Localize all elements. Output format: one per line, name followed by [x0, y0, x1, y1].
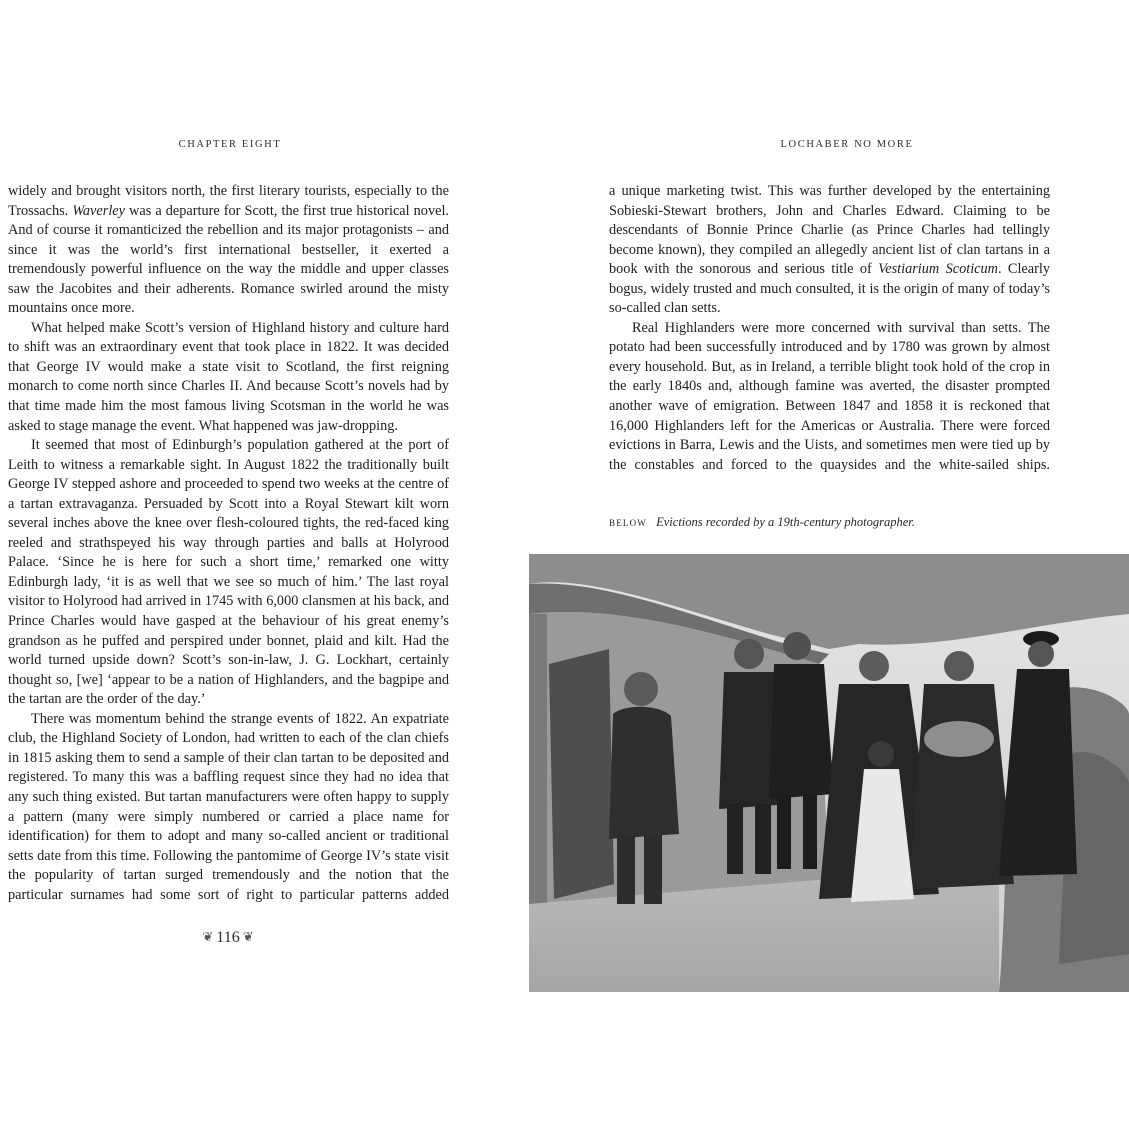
- right-page: [565, 0, 1129, 1129]
- page-number: [0, 929, 456, 947]
- caption-text: Evictions recorded by a 19th-century photographer.: [656, 515, 915, 529]
- right-body-text: [609, 182, 1050, 475]
- left-paragraph-3: It seemed that most of Edinburgh’s population gathered at the port of Leith to witness a remarkable sight. In August 1822 the traditionally built George IV stepped ashore and proceeded to spend two weeks at the centre of a tartan extravaganza. Persuaded by Scott into a Royal Stewart kilt worn several inches above the knee over flesh-coloured tights, the red-faced king reeled and strathspeyed his way through parties and balls at Holyrood Palace. ‘Since he is here for such a short time,’ remarked one witty Edinburgh lady, ‘it is as well that we see so much of him.’ The last royal visitor to Holyrood had arrived in 1745 with 6,000 clansmen at his back, and Prince Charles would have gasped at the behaviour of his great enemy’s grandson as he puffed and perspired under bonnet, plaid and kilt. Had the world turned upside down? Scott’s son-in-law, J. G. Lockhart, certainly thought so, [we] ‘appear to be a nation of Highlanders, and the bagpipe and the tartan are the order of the day.’: [8, 437, 449, 708]
- left-page: [0, 0, 564, 1129]
- photo-caption: [609, 515, 1089, 530]
- vestiarium-title: Vestiarium Scoticum: [878, 261, 998, 278]
- waverley-title: Waverley: [72, 202, 125, 219]
- paragraph-5-part-a: a unique marketing twist. This was further developed by the entertaining Sobieski-Stewart brothers, John and Charles Edward. Claiming to be descendants of Bonnie Prince Charlie (as Prince Charles had tellingly become known), they compiled an allegedly ancient list of clan tartans in a book with the sonorous and serious title of: [609, 183, 1050, 278]
- left-paragraph-4: There was momentum behind the strange events of 1822. An expatriate club, the Highland Society of London, had written to each of the clan chiefs in 1815 asking them to send a sample of their clan tartan to be deposited and registered. To many this was a baffling request since they had no idea that any such thing existed. But tartan manufacturers were often happy to supply a pattern (many were simply numbered or carried a place name for identification) for them to adopt and many so-called ancient or traditional setts date from this time. Following the pantomime of George IV’s state visit the popularity of tartan surged tremendously and the notion that the particular surnames had some sort of right to particular patterns added: [8, 710, 449, 903]
- paragraph-1-part-b: was a departure for Scott, the first true historical novel. And of course it romanticized the rebellion and its major protagonists – and since it was the world’s first international bestseller, it exerted a tremendously powerful influence on the way the middle and upper classes saw the Jacobites and their adherents. Romance swirled around the misty mountains once more.: [8, 202, 449, 317]
- left-paragraph-1: [8, 182, 449, 319]
- right-paragraph-1: [609, 182, 1050, 319]
- left-body-text: [8, 182, 449, 905]
- running-head-right: LOCHABER NO MORE: [780, 139, 914, 150]
- paragraph-5-part-b: . Clearly bogus, widely trusted and much consulted, it is the origin of many of today’s so-called clan setts.: [609, 261, 1050, 317]
- eviction-photograph-illustration: [529, 554, 1129, 992]
- running-head-left: CHAPTER EIGHT: [178, 139, 282, 150]
- folio-ornament-right-icon: ❦: [242, 929, 254, 944]
- folio-number: 116: [216, 929, 240, 946]
- folio-ornament-left-icon: ❦: [202, 929, 214, 944]
- right-paragraph-2: Real Highlanders were more concerned with survival than setts. The potato had been successfully introduced and by 1780 was grown by almost every household. But, as in Ireland, a terrible blight took hold of the crop in the early 1840s and, although famine was averted, the disaster prompted another wave of emigration. Between 1847 and 1858 it is reckoned that 16,000 Highlanders left for the Americas or Australia. There were forced evictions in Barra, Lewis and the Uists, and sometimes men were tied up by the constables and forced to the quaysides and the white-sailed ships.: [609, 319, 1050, 473]
- paragraph-1-part-a: widely and brought visitors north, the first literary tourists, especially to the Trossachs.: [8, 183, 449, 219]
- caption-label: BELOW: [609, 518, 647, 528]
- left-paragraph-2: What helped make Scott’s version of Highland history and culture hard to shift was an extraordinary event that took place in 1822. It was decided that George IV would make a state visit to Scotland, the first reigning monarch to come north since Charles II. And because Scott’s novels had by that time made him the most famous living Scotsman in the world he was asked to stage manage the event. What happened was jaw-dropping.: [8, 319, 449, 434]
- eviction-photograph: [529, 554, 1129, 992]
